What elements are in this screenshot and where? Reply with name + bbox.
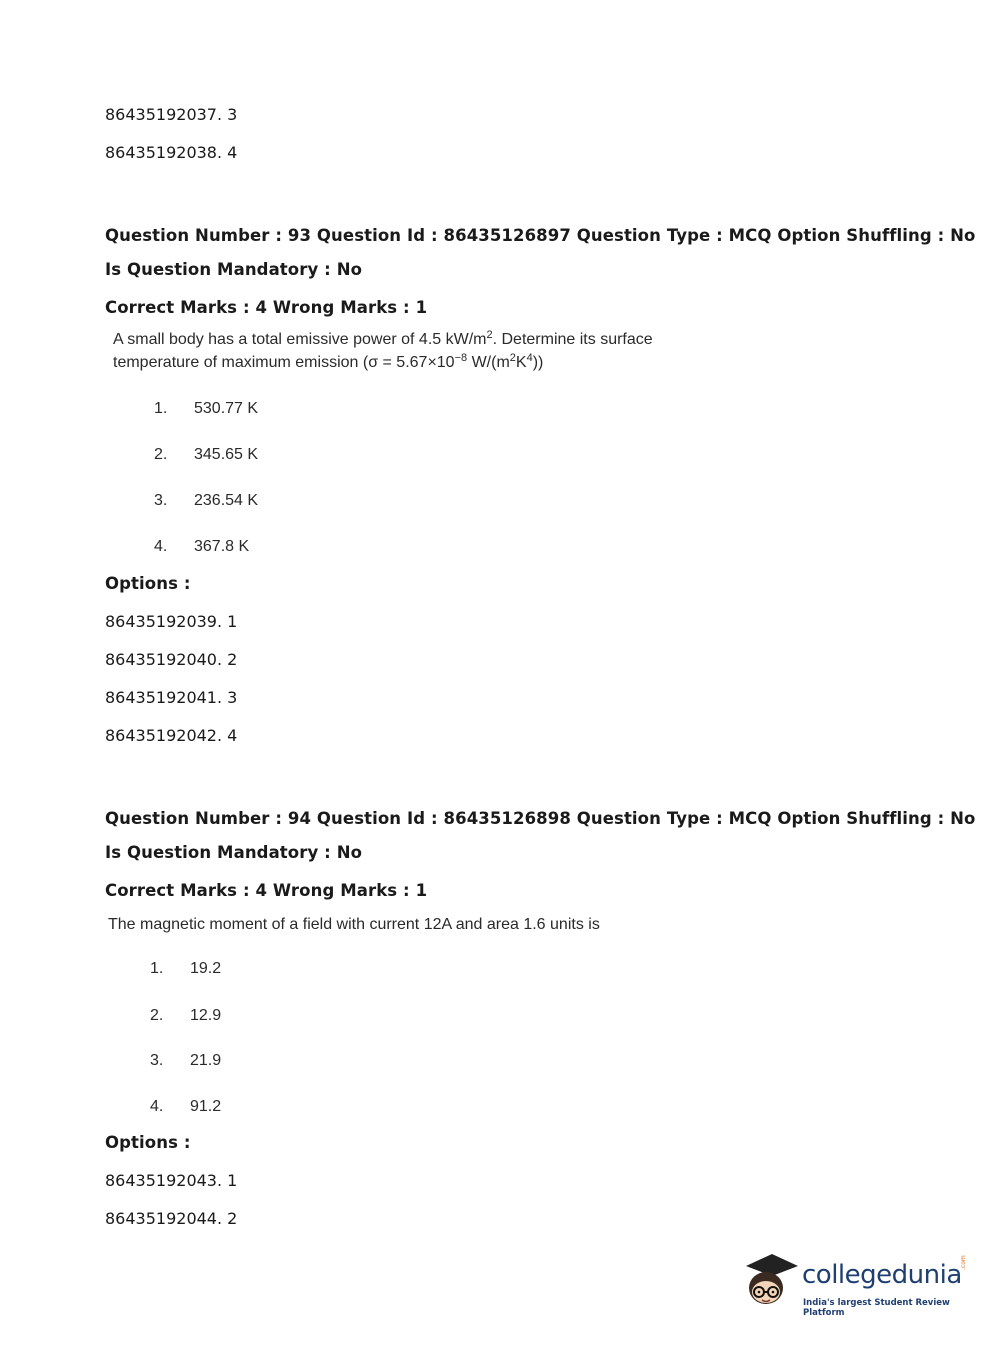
logo-tagline: India's largest Student Review Platform (803, 1298, 950, 1318)
logo-suffix: .com (960, 1255, 967, 1270)
mascot-icon (742, 1248, 802, 1320)
question-94-mandatory: Is Question Mandatory : No (105, 843, 363, 862)
question-94-choice: 3. 21.9 (150, 1052, 222, 1069)
option-id: 86435192039. 1 (105, 612, 238, 631)
option-id: 86435192042. 4 (105, 726, 238, 745)
question-93-choice: 4. 367.8 K (154, 538, 250, 555)
question-93-choice: 1. 530.77 K (154, 400, 259, 417)
option-id: 86435192040. 2 (105, 650, 238, 669)
question-93-header: Question Number : 93 Question Id : 86435126897 Question Type : MCQ Option Shuffling : No (105, 226, 976, 245)
question-94-choice: 1. 19.2 (150, 960, 222, 977)
collegedunia-logo (742, 1248, 972, 1320)
question-94-choice: 4. 91.2 (150, 1098, 222, 1115)
question-93-choice: 3. 236.54 K (154, 492, 259, 509)
option-id: 86435192044. 2 (105, 1209, 238, 1228)
question-93-text: A small body has a total emissive power of 4.5 $kW/m^2$. Determine its surface temperature of maximum emission ($\sigma = 5.67\times 10^{-8}$ $W/(m^2K^4)$) (113, 329, 653, 371)
option-id: 86435192041. 3 (105, 688, 238, 707)
question-94-text: The magnetic moment of a field with current 12A and area 1.6 units is (108, 916, 600, 933)
question-94-options-label: Options : (105, 1133, 191, 1152)
option-id: 86435192043. 1 (105, 1171, 238, 1190)
question-93-marks: Correct Marks : 4 Wrong Marks : 1 (105, 298, 428, 317)
question-93-mandatory: Is Question Mandatory : No (105, 260, 363, 279)
option-id: 86435192037. 3 (105, 105, 238, 124)
logo-wordmark: collegedunia (802, 1260, 962, 1290)
question-93-choice: 2. 345.65 K (154, 446, 259, 463)
option-id: 86435192038. 4 (105, 143, 238, 162)
question-94-choice: 2. 12.9 (150, 1007, 222, 1024)
question-94-header: Question Number : 94 Question Id : 86435126898 Question Type : MCQ Option Shuffling : No (105, 809, 976, 828)
question-94-marks: Correct Marks : 4 Wrong Marks : 1 (105, 881, 428, 900)
question-93-options-label: Options : (105, 574, 191, 593)
